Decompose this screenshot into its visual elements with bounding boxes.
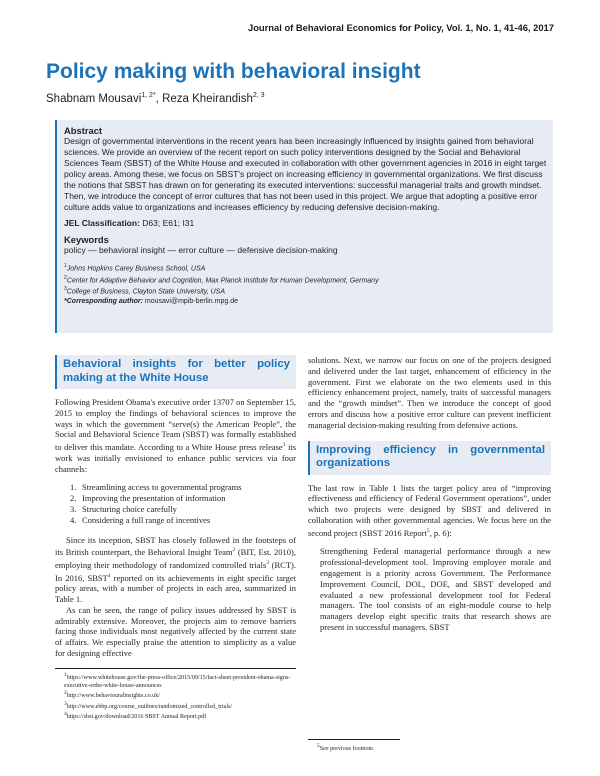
footnote [64,672,296,690]
channel-list [70,482,296,525]
paragraph: solutions. Next, we narrow our focus on one of the projects designed and delivered under the last target, enhancement of efficiency in the government. First we elaborate on the two elements used in this efficiency enhancement project, namely, traits of successful managers and the “growth mindset”. Then we introduce the concept of good errors and discuss how a positive error culture can prevent inefficient managerial decision-making resulting from defensive actions. [308,355,551,430]
footnote-number: 1 [64,672,67,678]
paragraph-text: its work was initially envisioned to enhance public services via four channels: [55,442,297,474]
corresponding-star: * [64,297,67,305]
affiliation-text: College of Business, Clayton State University, USA [66,288,225,296]
footnote [317,743,400,754]
author-separator: , [155,92,163,105]
list-number: 1. [70,482,77,493]
corresponding-mark: * [152,92,156,99]
affiliation [64,274,547,286]
footnote-ref: 1 [282,442,286,449]
paper-title: Policy making with behavioral insight [46,60,421,83]
affiliation-number: 3 [64,286,67,293]
abstract-heading: Abstract [64,125,103,136]
footnote-ref: 4 [107,572,111,579]
block-quote: Strengthening Federal managerial performance through a new professional-development tool. Improving employee morale and engagement is a priority across Government. The Performance Improvement Council, DOL, DOE, and SBST developed and evaluated a new professional development tool for Federal managers. The tool consists of an eight-module course to help managers develop eight specific traits that research shows are present in successful managers. SBST [320,546,551,632]
jel-label: JEL Classification: [64,218,140,228]
paragraph-text: Since its inception, SBST has closely followed in the footsteps of its British counterpart, the Behavioral Insight Team [55,534,296,558]
footnote-ref: 2 [232,547,236,554]
footnote-number: 4 [64,711,67,718]
list-number: 4. [70,514,77,525]
footnote-link[interactable]: http://www.ebbp.org/course_outlines/randomized_controlled_trials/ [66,703,233,710]
paragraph-text: , p. 6): [429,527,452,538]
list-number: 2. [70,493,77,504]
paragraph-text: The last row in Table 1 lists the target policy area of “improving effectiveness and efficiency of Federal Government operations”, under which two projects were designed by SBST and delivered in collaboration with other governmental agencies. We focus here on the second project (SBST 2016 Report [308,482,551,538]
list-item [70,482,296,493]
footnote-number: 5 [317,743,320,749]
jel-codes: D63; E61; I31 [142,218,195,228]
paragraph [55,535,296,605]
footnote-link[interactable]: https://sbst.gov/download/2016 SBST Annual Report.pdf [66,714,207,721]
paragraph-text: Following President Obama's executive order 13707 on September 15, 2015 to employ the findings of behavioral sciences to improve the ways in which the government “serve(s) the American People”, the Social and Behavioral Science Team (SBST) was formally established to deliver this mandate. According to a White House press release [55,397,296,453]
right-column [308,355,551,633]
author-line [46,92,265,105]
corresponding-author [64,297,547,306]
abstract-box [55,120,553,333]
footnotes-left [55,668,296,722]
list-text: Structuring choice carefully [82,504,177,514]
footnote-ref: 3 [266,560,270,567]
affiliation-text: Center for Adaptive Behavior and Cognition, Max Planck Institute for Human Development, Germany [66,276,379,284]
footnote [64,690,296,701]
affiliation-number: 2 [64,274,67,281]
journal-header: Journal of Behavioral Economics for Policy, Vol. 1, No. 1, 41-46, 2017 [247,22,554,33]
footnote [64,711,296,722]
footnote-text: See previous footnote. [319,746,375,753]
paragraph: As can be seen, the range of policy issues addressed by SBST is admirably extensive. Moreover, the projects aim to remove barriers facing those individuals most negatively affected by the current state of affairs. We especially praise the attention to simplicity as a value for designing effective [55,604,296,659]
keywords-heading: Keywords [64,234,109,245]
keywords-text: policy — behavioral insight — error culture — defensive decision-making [64,245,338,255]
abstract-text: Design of governmental interventions in the recent years has been increasingly influenced by insights gained from behavioral sciences. We provide an overview of the recent report on such policy interventions designed by the Social and Behavioral Sciences Team (SBST) of the White House and executed in collaboration with other government agencies in 2016 in eight target policy areas. Among these, we focus on SBST's project on increasing efficiency in governmental organizations. We first discuss the notions that SBST has drawn on for generating its executed interventions: successful managerial traits and growth mindset. Then, we introduce the concept of error cultures that has not been used in this project. We argue that adopting a positive error culture adds value to organizations and increases efficiency by reducing defensive decision-making. [64,136,547,212]
footnote-number: 2 [64,690,67,697]
corresponding-label: Corresponding author: [66,297,143,305]
footnote-ref: 5 [426,527,430,534]
list-text: Considering a full range of incentives [82,514,211,525]
paragraph-text: reported on its achievements in eight specific target policy areas, with a number of projects in each area, summarized in Table 1. [55,572,296,605]
author-affiliation-mark: 2, 3 [252,92,265,99]
corresponding-email: mousavi@mpib-berlin.mpg.de [142,297,238,305]
footnote-link[interactable]: https://www.whitehouse.gov/the-press-office/2015/09/15/fact-sheet-president-obama-signs-executive-order-white-house-announces [64,675,291,689]
list-item [70,493,296,504]
footnotes-right [308,739,400,754]
paragraph-text: (BIT, Est. 2010), employing their methodology of randomized controlled trials [55,547,296,570]
list-item [70,515,296,526]
paragraph [308,483,551,539]
list-item [70,504,296,515]
affiliation-text: Johns Hopkins Carey Business School, USA [66,265,206,273]
footnote-number: 3 [64,700,67,707]
jel-classification [64,218,547,229]
list-text: Streamlining access to governmental programs [82,482,242,493]
paragraph-text: (RCT). In 2016, SBST [55,559,296,583]
author-name: Shabnam Mousavi [46,92,142,105]
footnote [64,701,296,712]
affiliation-number: 1 [64,263,67,269]
left-column [55,355,296,659]
paragraph [55,397,296,474]
affiliation [64,262,547,274]
footnote-link[interactable]: http://www.behaviouralinsights.co.uk/ [66,693,160,700]
author-affiliation-mark: 1, 2 [141,92,153,99]
author-name: Reza Kheirandish [162,92,253,105]
list-text: Improving the presentation of information [82,493,226,504]
section-heading: Improving efficiency in governmental organizations [308,441,551,475]
affiliation [64,285,547,297]
list-number: 3. [70,504,77,514]
section-heading: Behavioral insights for better policy making at the White House [55,355,296,389]
